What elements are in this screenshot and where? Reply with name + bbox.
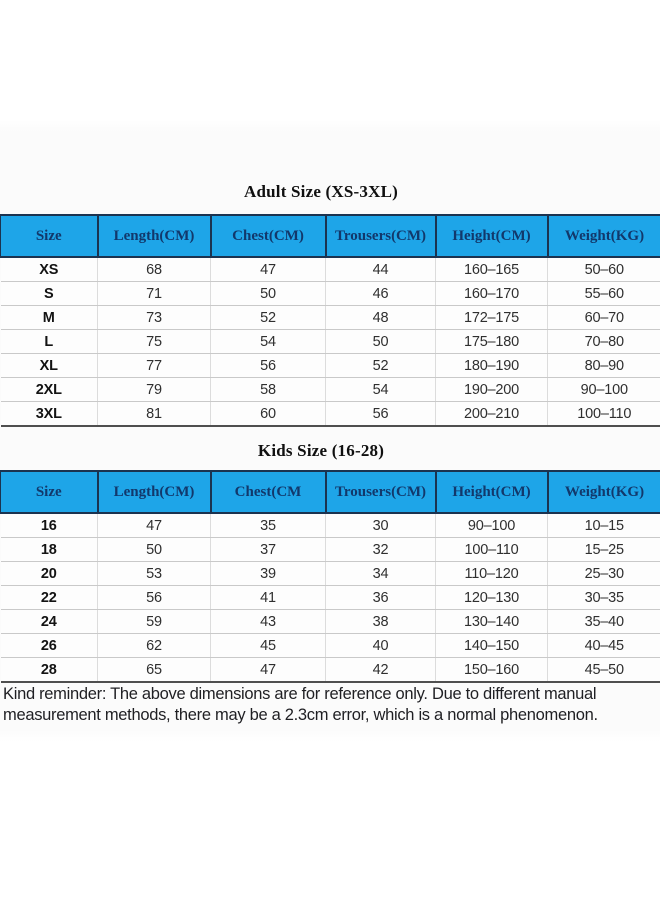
value-cell: 41 [211,586,326,610]
value-cell: 40 [326,634,436,658]
value-cell: 56 [98,586,211,610]
size-cell: 22 [1,586,98,610]
value-cell: 50 [211,282,326,306]
table-row [1,378,660,402]
table-row [1,257,660,282]
table-row [1,513,660,538]
reminder-line-1: Kind reminder: The above dimensions are for reference only. Due to different manual [3,685,597,703]
value-cell: 40–45 [548,634,660,658]
value-cell: 47 [98,513,211,538]
value-cell: 25–30 [548,562,660,586]
value-cell: 34 [326,562,436,586]
table-row [1,586,660,610]
value-cell: 81 [98,402,211,427]
value-cell: 50 [98,538,211,562]
value-cell: 190–200 [436,378,548,402]
value-cell: 53 [98,562,211,586]
value-cell: 52 [326,354,436,378]
column-header: Length(CM) [98,471,211,513]
value-cell: 140–150 [436,634,548,658]
value-cell: 45 [211,634,326,658]
table-row [1,282,660,306]
value-cell: 52 [211,306,326,330]
value-cell: 46 [326,282,436,306]
size-cell: 26 [1,634,98,658]
value-cell: 43 [211,610,326,634]
value-cell: 71 [98,282,211,306]
value-cell: 47 [211,257,326,282]
column-header: Trousers(CM) [326,471,436,513]
column-header: Weight(KG) [548,471,660,513]
value-cell: 79 [98,378,211,402]
column-header: Height(CM) [436,471,548,513]
value-cell: 37 [211,538,326,562]
size-cell: 24 [1,610,98,634]
value-cell: 65 [98,658,211,683]
value-cell: 160–165 [436,257,548,282]
column-header: Chest(CM [211,471,326,513]
value-cell: 44 [326,257,436,282]
value-cell: 36 [326,586,436,610]
value-cell: 172–175 [436,306,548,330]
table-row [1,402,660,427]
value-cell: 180–190 [436,354,548,378]
column-header: Size [1,471,98,513]
column-header: Chest(CM) [211,215,326,257]
kids-table-body [1,513,660,682]
column-header: Weight(KG) [548,215,660,257]
adult-size-table [0,214,660,427]
size-cell: 20 [1,562,98,586]
adult-size-title: Adult Size (XS-3XL) [244,182,398,201]
column-header: Length(CM) [98,215,211,257]
value-cell: 68 [98,257,211,282]
value-cell: 15–25 [548,538,660,562]
size-cell: XL [1,354,98,378]
table-row [1,354,660,378]
value-cell: 42 [326,658,436,683]
value-cell: 62 [98,634,211,658]
value-cell: 38 [326,610,436,634]
value-cell: 50 [326,330,436,354]
size-cell: 2XL [1,378,98,402]
value-cell: 200–210 [436,402,548,427]
value-cell: 90–100 [548,378,660,402]
size-cell: XS [1,257,98,282]
value-cell: 58 [211,378,326,402]
value-cell: 48 [326,306,436,330]
value-cell: 110–120 [436,562,548,586]
value-cell: 90–100 [436,513,548,538]
reminder-line-2: measurement methods, there may be a 2.3cm error, which is a normal phenomenon. [3,706,598,724]
value-cell: 60–70 [548,306,660,330]
size-cell: M [1,306,98,330]
table-row [1,610,660,634]
size-cell: 28 [1,658,98,683]
size-cell: L [1,330,98,354]
adult-table-header [1,215,660,257]
kids-size-title: Kids Size (16-28) [257,441,385,460]
value-cell: 100–110 [548,402,660,427]
value-cell: 54 [326,378,436,402]
value-cell: 56 [211,354,326,378]
value-cell: 50–60 [548,257,660,282]
value-cell: 150–160 [436,658,548,683]
value-cell: 60 [211,402,326,427]
value-cell: 100–110 [436,538,548,562]
table-row [1,330,660,354]
value-cell: 75 [98,330,211,354]
table-row [1,562,660,586]
value-cell: 56 [326,402,436,427]
value-cell: 45–50 [548,658,660,683]
value-cell: 160–170 [436,282,548,306]
value-cell: 120–130 [436,586,548,610]
value-cell: 35 [211,513,326,538]
value-cell: 59 [98,610,211,634]
value-cell: 47 [211,658,326,683]
value-cell: 73 [98,306,211,330]
value-cell: 55–60 [548,282,660,306]
column-header: Size [1,215,98,257]
size-cell: S [1,282,98,306]
column-header: Height(CM) [436,215,548,257]
size-cell: 18 [1,538,98,562]
table-row [1,634,660,658]
value-cell: 30–35 [548,586,660,610]
adult-table-body [1,257,660,426]
value-cell: 54 [211,330,326,354]
value-cell: 32 [326,538,436,562]
value-cell: 175–180 [436,330,548,354]
column-header: Trousers(CM) [326,215,436,257]
value-cell: 77 [98,354,211,378]
value-cell: 30 [326,513,436,538]
kids-size-table [0,470,660,683]
table-row [1,306,660,330]
size-cell: 16 [1,513,98,538]
table-row [1,658,660,683]
table-row [1,538,660,562]
value-cell: 39 [211,562,326,586]
size-cell: 3XL [1,402,98,427]
value-cell: 10–15 [548,513,660,538]
value-cell: 130–140 [436,610,548,634]
kids-table-header [1,471,660,513]
kind-reminder-note [3,684,660,726]
value-cell: 70–80 [548,330,660,354]
value-cell: 35–40 [548,610,660,634]
value-cell: 80–90 [548,354,660,378]
